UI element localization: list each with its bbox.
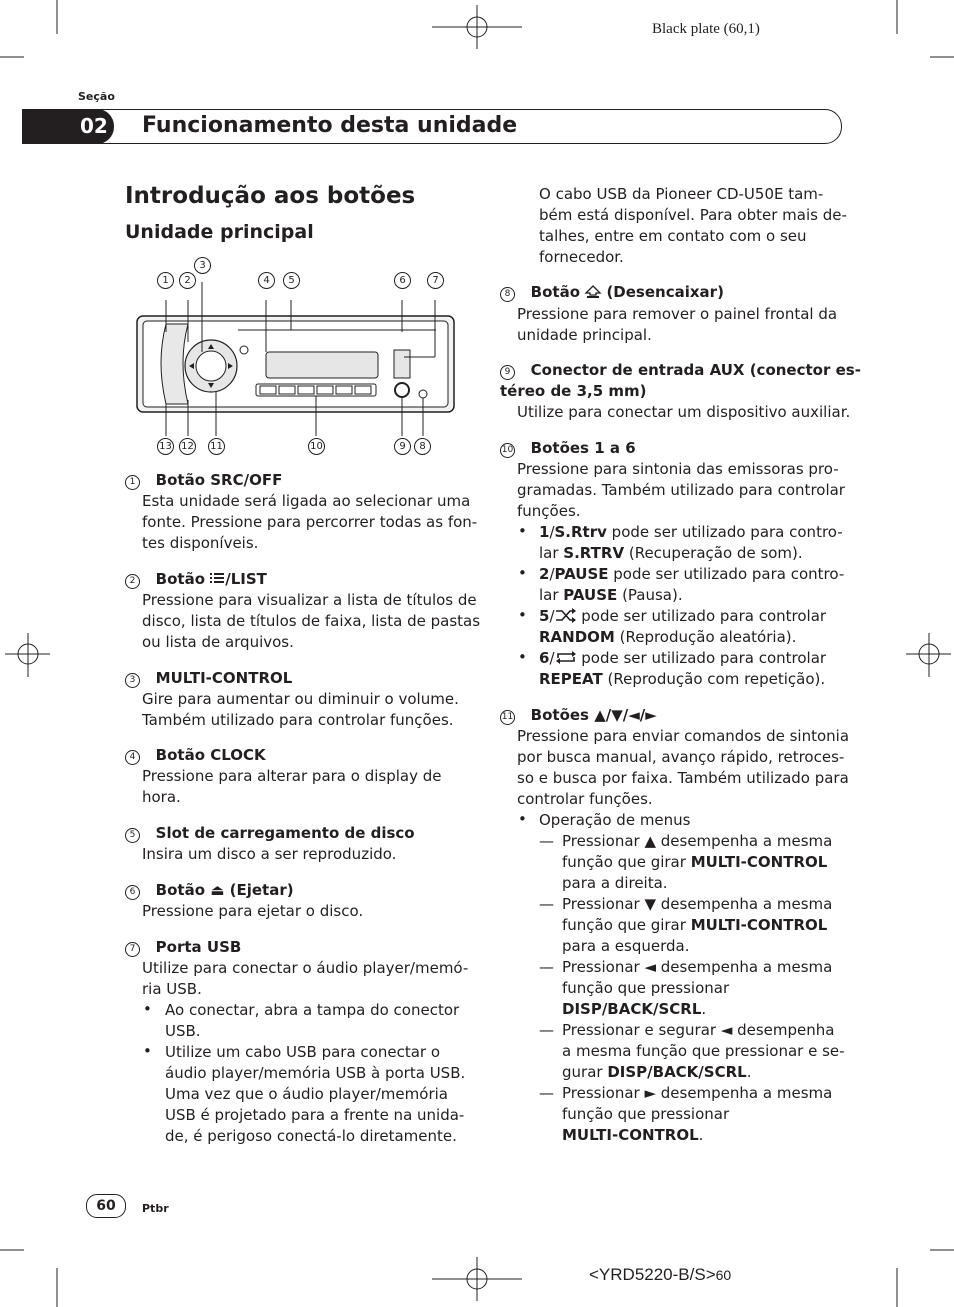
bullet-dot: • <box>518 522 527 540</box>
item-3-title: 3 MULTI-CONTROL <box>125 668 292 689</box>
diagram-label-3: 3 <box>194 257 211 274</box>
diagram-label-5: 5 <box>283 272 300 289</box>
bullet-dot: • <box>143 1000 152 1018</box>
item-6-title: 6 Botão ⏏ (Ejetar) <box>125 880 294 901</box>
item-10-title: 10 Botões 1 a 6 <box>501 439 636 457</box>
item-1-text: Esta unidade será ligada ao selecionar uma fonte. Pressione para percorrer todas as fon- tes disponíveis. <box>142 492 478 552</box>
section-title: Funcionamento desta unidade <box>142 113 518 138</box>
item-7-bullet-1: Ao conectar, abra a tampa do conector USB. <box>165 1001 460 1040</box>
item-10-bullet-3: 5/ pode ser utilizado para controlar RANDOM (Reprodução aleatória). <box>539 607 827 646</box>
item-11-dash-1: Pressionar ▲ desempenha a mesma função que girar MULTI-CONTROL para a direita. <box>562 832 833 892</box>
detach-icon <box>585 285 601 299</box>
dash: — <box>539 958 554 976</box>
random-icon <box>555 609 577 622</box>
item-11-dash-2: Pressionar ▼ desempenha a mesma função que girar MULTI-CONTROL para a esquerda. <box>562 895 833 955</box>
item-5-text: Insira um disco a ser reproduzido. <box>142 845 397 863</box>
model-code: <YRD5220-B/S>60 <box>589 1265 732 1284</box>
item-10-bullet-1: 1/S.Rtrv pode ser utilizado para contro- lar S.RTRV (Recuperação de som). <box>539 523 843 562</box>
plate-label: Black plate (60,1) <box>652 21 760 37</box>
item-2-text: Pressione para visualizar a lista de títulos de disco, lista de títulos de faixa, lista de pastas ou lista de arquivos. <box>142 591 481 651</box>
diagram-label-1: 1 <box>157 272 174 289</box>
item-11-dash-3: Pressionar ◄ desempenha a mesma função que pressionar DISP/BACK/SCRL. <box>562 958 833 1018</box>
language-code: Ptbr <box>142 1202 169 1215</box>
diagram-label-10: 10 <box>308 438 325 455</box>
item-10-text: Pressione para sintonia das emissoras pro- gramadas. Também utilizado para controlar funções. <box>517 460 845 520</box>
item-7-bullet-2: Utilize um cabo USB para conectar o áudio player/memória USB à porta USB. Uma vez que o áudio player/memória USB é projetado para a frente na unida- de, é perigoso conectá-lo diretamente. <box>165 1043 466 1145</box>
repeat-icon <box>555 651 577 664</box>
item-11-bullet: Operação de menus <box>539 811 691 829</box>
bullet-dot: • <box>518 810 527 828</box>
item-11-text: Pressione para enviar comandos de sintonia por busca manual, avanço rápido, retroces- so e busca por faixa. Também utilizado para controlar funções. <box>517 727 850 808</box>
diagram-label-4: 4 <box>258 272 275 289</box>
item-7-title: 7 Porta USB <box>125 937 241 958</box>
item-2-title: 2 Botão /LIST <box>125 569 267 590</box>
diagram-label-8: 8 <box>414 438 431 455</box>
item-7-text: Utilize para conectar o áudio player/memó- ria USB. <box>142 959 469 998</box>
dash: — <box>539 895 554 913</box>
item-8-text: Pressione para remover o painel frontal da unidade principal. <box>517 305 838 344</box>
bullet-dot: • <box>143 1042 152 1060</box>
diagram-label-11: 11 <box>208 438 225 455</box>
item-6-text: Pressione para ejetar o disco. <box>142 902 364 920</box>
item-9-text: Utilize para conectar um dispositivo auxiliar. <box>517 403 851 421</box>
section-label: Seção <box>78 90 115 103</box>
item-3-text: Gire para aumentar ou diminuir o volume. Também utilizado para controlar funções. <box>142 690 459 729</box>
item-11-title: 11 Botões ▲/▼/◄/► <box>501 706 657 724</box>
item-8-title: 8 Botão (Desencaixar) <box>500 282 724 303</box>
head-unit-diagram <box>136 312 456 414</box>
diagram-label-13: 13 <box>157 438 174 455</box>
item-9-title: 9 Conector de entrada AUX (conector es- téreo de 3,5 mm) <box>500 361 861 400</box>
diagram-label-6: 6 <box>394 272 411 289</box>
item-11-dash-5: Pressionar ► desempenha a mesma função que pressionar MULTI-CONTROL. <box>562 1084 833 1144</box>
dash: — <box>539 832 554 850</box>
item-4-text: Pressione para alterar para o display de hora. <box>142 767 442 806</box>
item-1-title: 1 Botão SRC/OFF <box>125 470 282 491</box>
dash: — <box>539 1021 554 1039</box>
item-11-dash-4: Pressionar e segurar ◄ desempenha a mesma função que pressionar e se- gurar DISP/BACK/SCRL. <box>562 1021 845 1081</box>
diagram-label-7: 7 <box>427 272 444 289</box>
page-title: Introdução aos botões <box>125 183 416 209</box>
list-icon <box>210 572 225 585</box>
item-5-title: 5 Slot de carregamento de disco <box>125 823 415 844</box>
item-10-bullet-4: 6/ pode ser utilizado para controlar REPEAT (Reprodução com repetição). <box>539 649 827 688</box>
diagram-label-12: 12 <box>179 438 196 455</box>
bullet-dot: • <box>518 564 527 582</box>
section-number: 02 <box>22 109 114 144</box>
page-subtitle: Unidade principal <box>125 221 314 243</box>
diagram-label-2: 2 <box>179 272 196 289</box>
diagram-label-9: 9 <box>394 438 411 455</box>
bullet-dot: • <box>518 648 527 666</box>
dash: — <box>539 1084 554 1102</box>
page-number: 60 <box>86 1194 126 1218</box>
item-4-title: 4 Botão CLOCK <box>125 745 266 766</box>
item-10-bullet-2: 2/PAUSE pode ser utilizado para contro- lar PAUSE (Pausa). <box>539 565 845 604</box>
item-7-continued: O cabo USB da Pioneer CD-U50E tam- bém está disponível. Para obter mais de- talhes, entre em contato com o seu fornecedor. <box>539 185 847 266</box>
bullet-dot: • <box>518 606 527 624</box>
